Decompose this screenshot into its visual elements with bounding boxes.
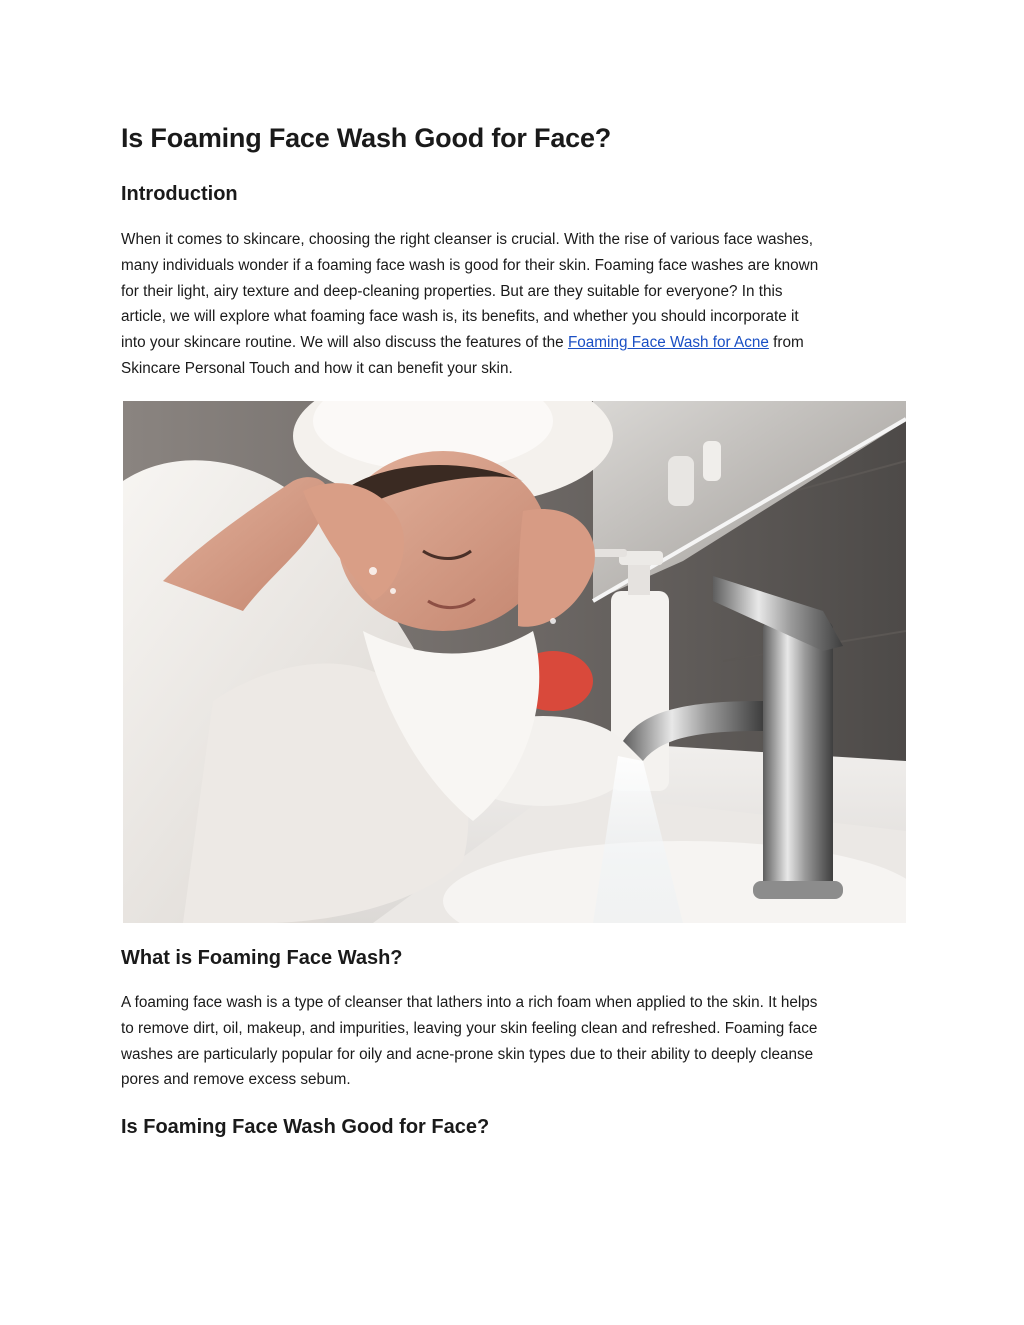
what-is-foaming-face-wash-heading: What is Foaming Face Wash? [121,947,403,969]
face-washing-photo [123,401,906,923]
intro-line-2: many individuals wonder if a foaming face wash is good for their skin. Foaming face washes are known [121,256,819,274]
intro-line-4: article, we will explore what foaming face wash is, its benefits, and whether you should incorporate it [121,308,799,326]
introduction-heading: Introduction [121,183,238,205]
intro-line-1: When it comes to skincare, choosing the right cleanser is crucial. With the rise of various face washes, [121,231,814,248]
is-foaming-face-wash-good-heading: Is Foaming Face Wash Good for Face? [121,1116,490,1138]
intro-line-5-end: from [768,334,804,352]
what-line-1: A foaming face wash is a type of cleanser that lathers into a rich foam when applied to the skin. It helps [121,994,818,1011]
intro-line-3: for their light, airy texture and deep-cleaning properties. But are they suitable for everyone? In this [121,282,783,300]
foaming-face-wash-for-acne-link[interactable]: Foaming Face Wash for Acne [567,334,769,352]
face-washing-illustration [123,401,906,923]
intro-line-6: Skincare Personal Touch and how it can benefit your skin. [121,359,513,377]
page-title: Is Foaming Face Wash Good for Face? [121,123,612,153]
intro-line-5 [121,330,818,356]
what-line-2: to remove dirt, oil, makeup, and impurities, leaving your skin feeling clean and refreshed. Foaming face [121,1019,818,1037]
what-line-3: washes are particularly popular for oily and acne-prone skin types due to their ability to deeply cleanse [121,1045,814,1063]
introduction-paragraph [121,227,818,382]
intro-line-5-start: into your skincare routine. We will also discuss the features of the [121,334,568,352]
what-is-paragraph [121,990,817,1093]
what-line-4: pores and remove excess sebum. [121,1071,351,1089]
